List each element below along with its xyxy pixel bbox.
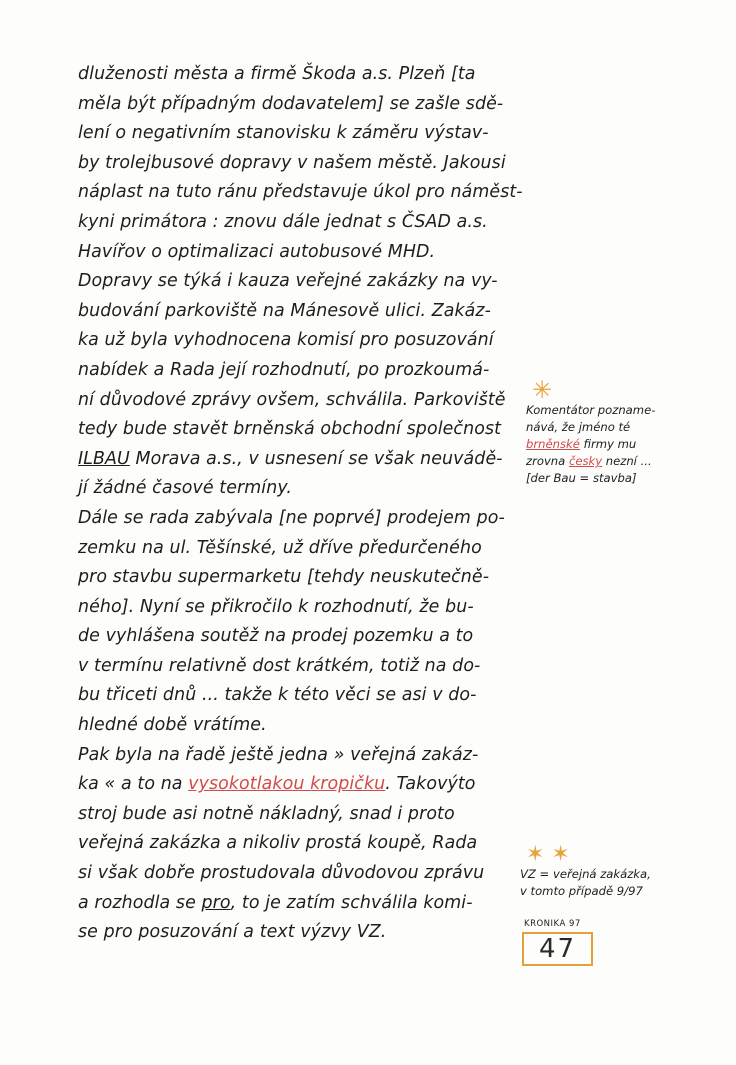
text-line bbox=[78, 770, 508, 800]
text-line: budování parkoviště na Mánesově ulici. Zakáz- bbox=[78, 300, 492, 321]
text-line: lení o negativním stanovisku k záměru výstav- bbox=[78, 123, 489, 144]
text-line: v termínu relativně dost krátkém, totiž na do- bbox=[78, 655, 481, 676]
ilbau-underlined: ILBAU bbox=[78, 448, 130, 469]
text-line: měla být případným dodavatelem] se zašle sdě- bbox=[78, 93, 504, 114]
highlighted-phrase: vysokotlakou kropičku bbox=[188, 774, 386, 795]
text-line: jí žádné časové termíny. bbox=[78, 478, 293, 499]
note-segment: nezní ... bbox=[602, 454, 652, 468]
text-line: nabídek a Rada její rozhodnutí, po prozkoumá- bbox=[78, 359, 490, 380]
text-line: de vyhlášena soutěž na prodej pozemku a to bbox=[78, 626, 474, 647]
text-line: zemku na ul. Těšínské, už dříve předurčeného bbox=[78, 537, 482, 558]
text-line: Havířov o optimalizaci autobusové MHD. bbox=[78, 241, 436, 262]
text-line: by trolejbusové dopravy v našem městě. Jakousi bbox=[78, 152, 506, 173]
text-line: pro stavbu supermarketu [tehdy neuskutečně- bbox=[78, 567, 490, 588]
text-line: tedy bude stavět brněnská obchodní společnost bbox=[78, 419, 502, 440]
margin-note-comment bbox=[526, 402, 655, 487]
text-line bbox=[78, 445, 508, 475]
note-line: v tomto případě 9/97 bbox=[520, 884, 643, 898]
margin-note-vz bbox=[520, 866, 651, 900]
text-line: hledné době vrátíme. bbox=[78, 715, 267, 736]
text-line bbox=[78, 889, 508, 919]
text-line: náplast na tuto ránu představuje úkol pro náměst- bbox=[78, 182, 523, 203]
text-segment: Morava a.s., v usnesení se však neuvádě- bbox=[129, 448, 503, 469]
page-number-box bbox=[522, 932, 593, 966]
text-line: stroj bude asi notně nákladný, snad i proto bbox=[78, 803, 455, 824]
note-line: nává, že jméno té bbox=[526, 420, 631, 434]
text-segment: ka « a to na bbox=[78, 774, 189, 795]
text-line: ní důvodové zprávy ovšem, schválila. Parkoviště bbox=[78, 389, 506, 410]
text-line: veřejná zakázka a nikoliv prostá koupě, Rada bbox=[78, 833, 478, 854]
text-line: Dopravy se týká i kauza veřejné zakázky na vy- bbox=[78, 271, 498, 292]
note-segment: zrovna bbox=[526, 454, 569, 468]
main-text-block bbox=[78, 60, 523, 948]
note-segment: firmy mu bbox=[579, 437, 637, 451]
text-line: se pro posuzování a text výzvy VZ. bbox=[78, 922, 387, 943]
text-segment: , to je zatím schválila komi- bbox=[230, 892, 473, 913]
text-line: bu třiceti dnů ... takže k této věci se asi v do- bbox=[78, 685, 477, 706]
text-segment: . Takovýto bbox=[385, 774, 476, 795]
note-line bbox=[526, 436, 655, 453]
note-highlight: brněnské bbox=[526, 437, 580, 451]
note-line: Komentátor poznamе- bbox=[526, 403, 656, 417]
text-line: Dále se rada zabývala [ne poprvé] prodejem po- bbox=[78, 507, 505, 528]
note-highlight: česky bbox=[568, 454, 603, 468]
page-number: 47 bbox=[538, 934, 577, 964]
text-line: si však dobře prostudovala důvodovou zprávu bbox=[78, 863, 485, 884]
text-line: kyni primátora : znovu dále jednat s ČSAD a.s. bbox=[78, 211, 488, 232]
text-line: ného]. Nyní se přikročilo k rozhodnutí, že bu- bbox=[78, 596, 474, 617]
underlined-word: pro bbox=[201, 892, 231, 913]
text-segment: a rozhodla se bbox=[78, 892, 202, 913]
note-line: VZ = veřejná zakázka, bbox=[520, 867, 651, 881]
note-line bbox=[526, 453, 655, 470]
text-line: Pak byla na řadě ještě jedna » veřejná zakáz- bbox=[78, 744, 479, 765]
double-asterisk-icon: ✶ ✶ bbox=[526, 842, 570, 867]
text-line: dluženosti města a firmě Škoda a.s. Plzeň [ta bbox=[78, 64, 476, 84]
chronicle-label: KRONIKA 97 bbox=[524, 919, 581, 929]
asterisk-icon: ✳ bbox=[532, 376, 553, 404]
text-line: ka už byla vyhodnocena komisí pro posuzování bbox=[78, 330, 494, 351]
note-line: [der Bau = stavba] bbox=[526, 471, 637, 485]
